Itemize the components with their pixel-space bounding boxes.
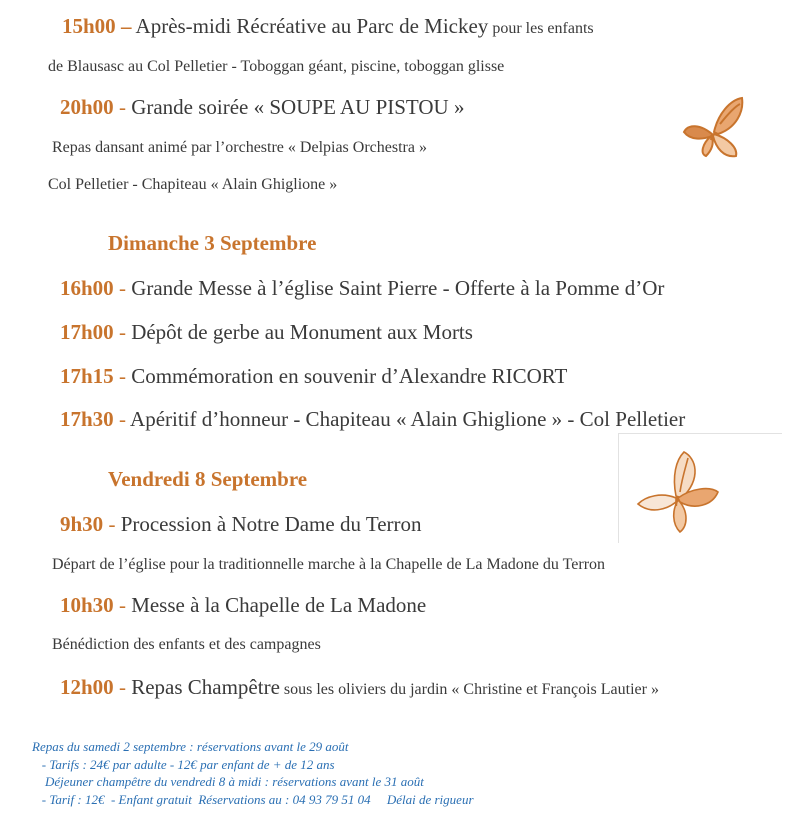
note-line: - Tarifs : 24€ par adulte - 12€ par enfant de + de 12 ans bbox=[32, 756, 335, 772]
event-title: Grande soirée « SOUPE AU PISTOU » bbox=[131, 95, 465, 119]
event-20h00 bbox=[60, 95, 464, 120]
day-heading-friday: Vendredi 8 Septembre bbox=[108, 467, 308, 491]
event-sep: - bbox=[103, 512, 121, 536]
event-10h30 bbox=[60, 593, 426, 618]
note-line: - Tarif : 12€ - Enfant gratuit Réservations au : 04 93 79 51 04 Délai de rigueur bbox=[32, 791, 474, 807]
event-detail: Bénédiction des enfants et des campagnes bbox=[52, 636, 321, 653]
event-time: 17h30 bbox=[60, 407, 114, 431]
event-detail: Départ de l’église pour la traditionnelle marche à la Chapelle de La Madone du Terron bbox=[52, 556, 606, 573]
event-sep: – bbox=[120, 14, 132, 38]
event-17h15 bbox=[60, 364, 567, 389]
divider bbox=[618, 433, 619, 543]
event-time: 10h30 bbox=[60, 593, 114, 617]
event-12h00 bbox=[60, 675, 659, 700]
event-rest: sous les oliviers du jardin « Christine et François Lautier » bbox=[279, 681, 659, 698]
event-title: Messe à la Chapelle de La Madone bbox=[131, 593, 427, 617]
event-time: 17h00 bbox=[60, 320, 114, 344]
event-time: 12h00 bbox=[60, 675, 114, 699]
event-title: Après-midi Récréative au Parc de Mickey bbox=[135, 14, 489, 38]
event-15h00 bbox=[62, 14, 594, 39]
event-detail: de Blausasc au Col Pelletier - Toboggan géant, piscine, toboggan glisse bbox=[48, 58, 505, 75]
event-sep: - bbox=[113, 593, 132, 617]
event-time: 20h00 bbox=[60, 95, 114, 119]
event-sep: - bbox=[113, 276, 132, 300]
event-title: Procession à Notre Dame du Terron bbox=[120, 512, 422, 536]
event-17h30 bbox=[60, 407, 685, 432]
event-17h00 bbox=[60, 320, 473, 345]
day-heading-sunday: Dimanche 3 Septembre bbox=[108, 231, 317, 255]
event-9h30 bbox=[60, 512, 422, 537]
event-16h00 bbox=[60, 276, 664, 301]
event-sep: - bbox=[113, 364, 132, 388]
reservation-notes bbox=[32, 738, 474, 808]
butterfly-icon bbox=[632, 448, 724, 536]
event-title: Apéritif d’honneur - Chapiteau « Alain Ghiglione » - Col Pelletier bbox=[130, 407, 686, 431]
divider bbox=[618, 433, 782, 434]
event-detail: Col Pelletier - Chapiteau « Alain Ghiglione » bbox=[48, 176, 338, 193]
event-time: 16h00 bbox=[60, 276, 114, 300]
event-sep: - bbox=[113, 95, 132, 119]
note-line: Déjeuner champêtre du vendredi 8 à midi : réservations avant le 31 août bbox=[32, 774, 424, 789]
event-title: Commémoration en souvenir d’Alexandre RICORT bbox=[131, 364, 568, 388]
event-time: 15h00 bbox=[62, 14, 116, 38]
event-rest: pour les enfants bbox=[488, 20, 594, 37]
event-time: 17h15 bbox=[60, 364, 114, 388]
event-sep: - bbox=[113, 407, 131, 431]
note-line: Repas du samedi 2 septembre : réservations avant le 29 août bbox=[32, 739, 349, 754]
event-sep: - bbox=[113, 675, 132, 699]
event-title: Dépôt de gerbe au Monument aux Morts bbox=[131, 320, 473, 344]
event-sep: - bbox=[113, 320, 132, 344]
event-time: 9h30 bbox=[60, 512, 104, 536]
butterfly-icon bbox=[678, 94, 748, 164]
event-title: Grande Messe à l’église Saint Pierre - Offerte à la Pomme d’Or bbox=[131, 276, 665, 300]
event-detail: Repas dansant animé par l’orchestre « Delpias Orchestra » bbox=[52, 139, 427, 156]
event-title: Repas Champêtre bbox=[131, 675, 280, 699]
